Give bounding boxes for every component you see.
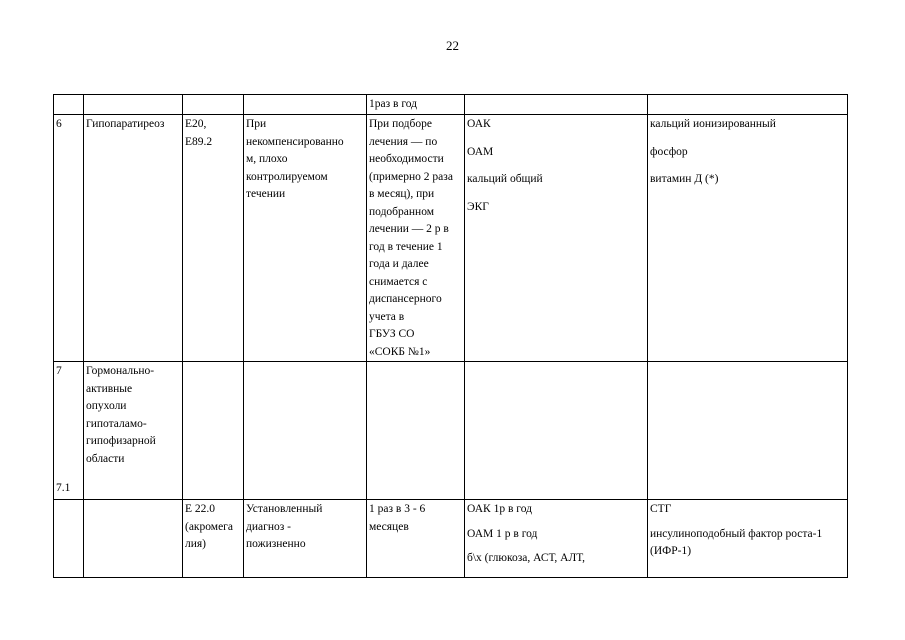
cell-condition: При некомпенсированно м, плохо контролируемом течении	[244, 115, 367, 362]
cell-extra	[648, 95, 848, 115]
cell-num: 7 7.1	[54, 362, 84, 500]
cell-frequency	[367, 362, 465, 500]
cell-frequency: 1 раз в 3 - 6 месяцев	[367, 500, 465, 578]
cell-code: Е 22.0 (акромега лия)	[183, 500, 244, 578]
cell-exams: ОАК 1р в год ОАМ 1 р в год б\х (глюкоза, АСТ, АЛТ,	[465, 500, 648, 578]
cell-exams: ОАК ОАМ кальций общий ЭКГ	[465, 115, 648, 362]
medical-table	[53, 94, 848, 578]
cell-condition: Установленный диагноз - пожизненно	[244, 500, 367, 578]
cell-disease	[84, 95, 183, 115]
cell-condition	[244, 95, 367, 115]
cell-code	[183, 362, 244, 500]
page-number: 22	[446, 38, 459, 53]
cell-disease: Гормонально- активные опухоли гипоталамо- гипофизарной области	[84, 362, 183, 500]
cell-exams	[465, 95, 648, 115]
cell-extra: кальций ионизированный фосфор витамин Д (*)	[648, 115, 848, 362]
cell-condition	[244, 362, 367, 500]
table-row-7-1	[54, 500, 848, 578]
cell-extra	[648, 362, 848, 500]
cell-num: 6	[54, 115, 84, 362]
table-row-7	[54, 362, 848, 500]
cell-num	[54, 500, 84, 578]
cell-exams	[465, 362, 648, 500]
cell-disease	[84, 500, 183, 578]
cell-frequency: При подборе лечения — по необходимости (примерно 2 раза в месяц), при подобранном лечении — 2 р в год в течение 1 года и далее снимается с диспансерного учета в ГБУЗ СО «СОКБ №1»	[367, 115, 465, 362]
table-row-6	[54, 115, 848, 362]
table-row-continuation	[54, 95, 848, 115]
cell-num	[54, 95, 84, 115]
cell-extra: СТГ инсулиноподобный фактор роста-1 (ИФР-1)	[648, 500, 848, 578]
cell-code: E20, E89.2	[183, 115, 244, 362]
cell-disease: Гипопаратиреоз	[84, 115, 183, 362]
cell-frequency: 1раз в год	[367, 95, 465, 115]
cell-code	[183, 95, 244, 115]
